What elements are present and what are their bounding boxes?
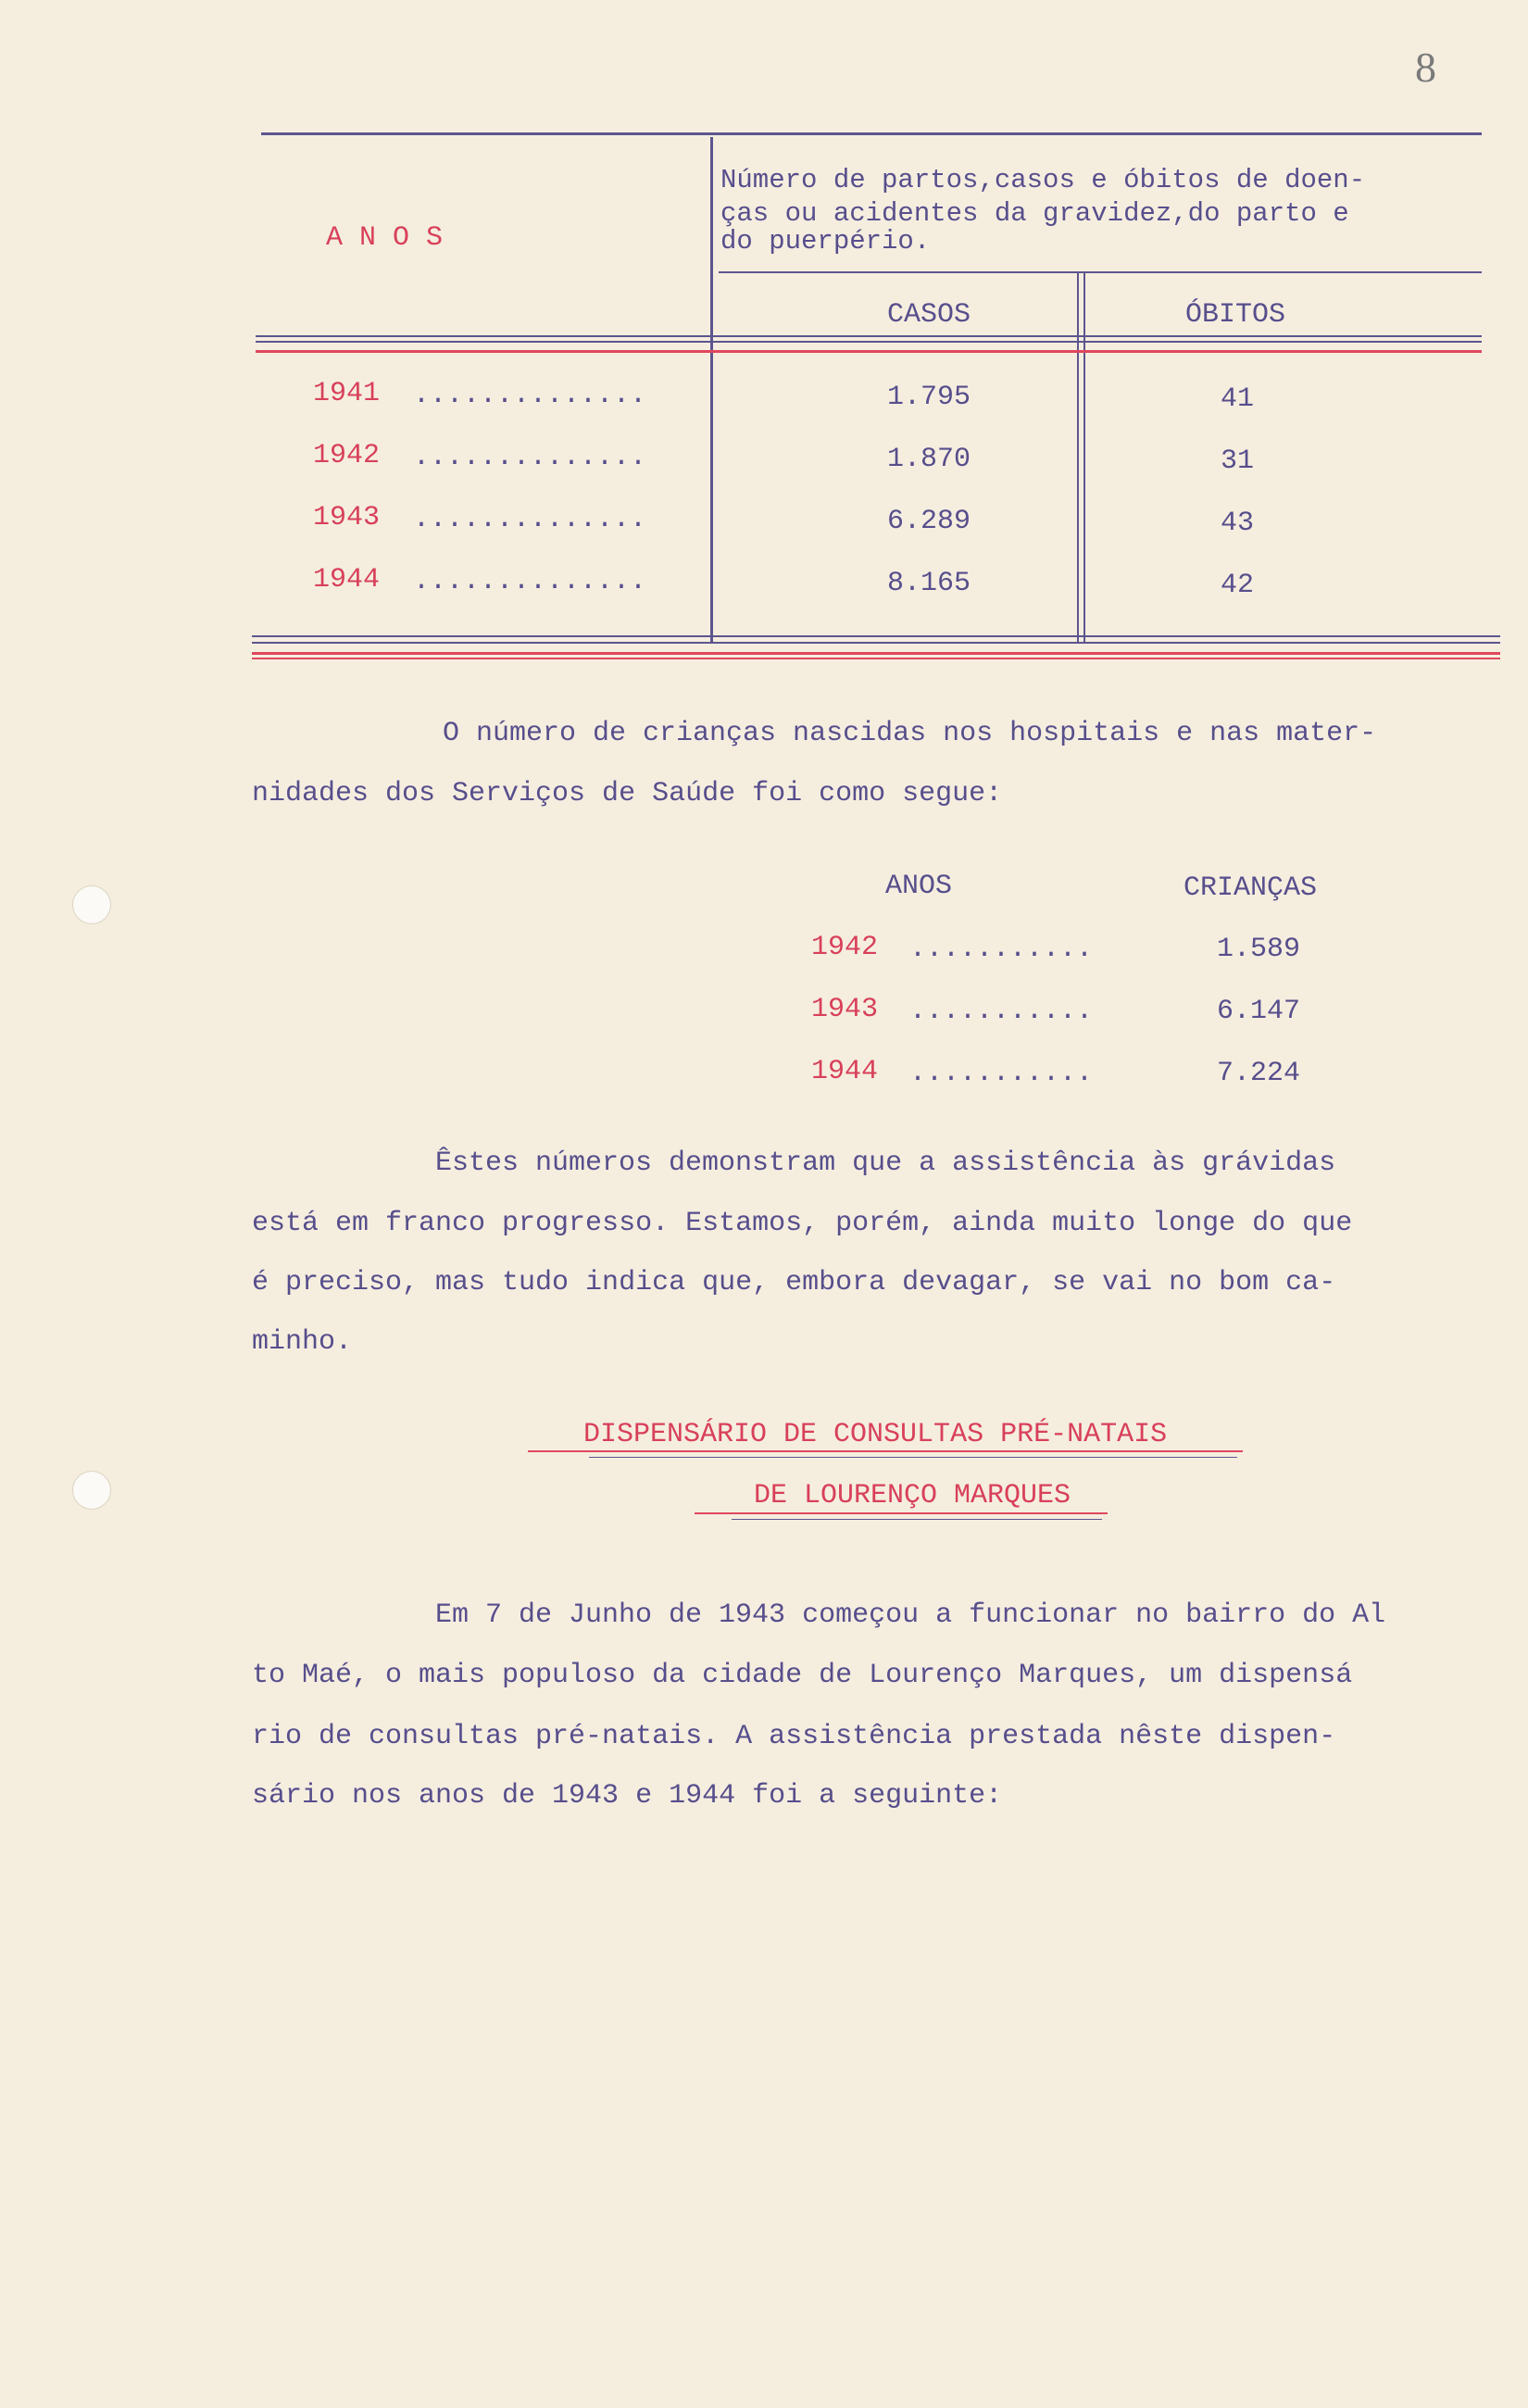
subheader-rule <box>719 271 1482 273</box>
heading-underline-blue-1 <box>589 1457 1237 1458</box>
row-leader-dots: .............. <box>413 380 647 411</box>
paragraph-line: está em franco progresso. Estamos, porém, ainda muito longe do que <box>252 1208 1353 1239</box>
paragraph-line: rio de consultas pré-natais. A assistência prestada nêste dispen- <box>252 1721 1336 1752</box>
col-header-cases: CASOS <box>887 299 971 331</box>
row-deaths: 41 <box>1221 383 1255 415</box>
table-top-rule <box>261 132 1482 135</box>
table-divider-cases-a <box>1077 272 1079 642</box>
paragraph-line: O número de crianças nascidas nos hospitais e nas mater- <box>443 718 1377 749</box>
header-rule-blue-2 <box>256 341 1482 343</box>
table-divider-years <box>710 137 713 642</box>
row-cases: 1.870 <box>887 444 971 475</box>
col-header-years: ANOS <box>885 871 953 902</box>
row-leader-dots: .............. <box>413 566 647 597</box>
row-deaths: 31 <box>1221 445 1255 477</box>
paragraph-line: nidades dos Serviços de Saúde foi como segue: <box>252 778 1003 809</box>
table-divider-cases-b <box>1083 272 1085 642</box>
row-leader-dots: ........... <box>909 996 1094 1027</box>
row-cases: 8.165 <box>887 568 971 599</box>
header-rule-blue-1 <box>256 335 1482 337</box>
col-header-years: A N O S <box>326 222 444 254</box>
paragraph-line: Êstes números demonstram que a assistência às grávidas <box>435 1148 1336 1179</box>
paragraph-line: minho. <box>252 1326 353 1358</box>
row-leader-dots: ........... <box>909 934 1094 965</box>
row-year: 1942 <box>313 440 381 471</box>
col-header-deaths: ÓBITOS <box>1185 299 1286 331</box>
paragraph-line: é preciso, mas tudo indica que, embora devagar, se vai no bom ca- <box>252 1267 1336 1298</box>
col-header-line-3: do puerpério. <box>720 226 931 257</box>
row-leader-dots: .............. <box>413 504 647 535</box>
punch-hole-upper <box>72 885 111 924</box>
row-children: 1.589 <box>1217 934 1301 965</box>
row-year: 1942 <box>811 932 879 963</box>
row-year: 1943 <box>811 994 879 1025</box>
footer-rule-red-2 <box>252 658 1500 659</box>
footer-rule-blue-1 <box>252 635 1500 637</box>
heading-underline-red-1 <box>528 1450 1243 1452</box>
punch-hole-lower <box>72 1471 111 1510</box>
row-year: 1944 <box>811 1056 879 1087</box>
paragraph-line: Em 7 de Junho de 1943 começou a funcionar no bairro do Al <box>435 1599 1386 1631</box>
row-deaths: 43 <box>1221 508 1255 539</box>
row-cases: 1.795 <box>887 382 971 413</box>
footer-rule-red-1 <box>252 652 1500 655</box>
heading-underline-blue-2 <box>732 1519 1102 1520</box>
row-year: 1944 <box>313 564 381 596</box>
row-leader-dots: .............. <box>413 442 647 473</box>
page-number: 8 <box>1415 44 1436 91</box>
paragraph-line: sário nos anos de 1943 e 1944 foi a seguinte: <box>252 1780 1003 1812</box>
col-header-line-2: ças ou acidentes da gravidez,do parto e <box>720 198 1349 229</box>
row-children: 7.224 <box>1217 1058 1301 1089</box>
row-cases: 6.289 <box>887 506 971 537</box>
heading-line-2: DE LOURENÇO MARQUES <box>754 1480 1071 1511</box>
col-header-children: CRIANÇAS <box>1184 872 1318 904</box>
heading-underline-red-2 <box>695 1512 1108 1514</box>
row-children: 6.147 <box>1217 996 1301 1027</box>
col-header-line-1: Número de partos,casos e óbitos de doen- <box>720 165 1366 195</box>
row-deaths: 42 <box>1221 570 1255 601</box>
paragraph-line: to Maé, o mais populoso da cidade de Lourenço Marques, um dispensá <box>252 1660 1353 1691</box>
row-year: 1943 <box>313 502 381 533</box>
header-rule-red <box>256 350 1482 353</box>
row-year: 1941 <box>313 378 381 409</box>
heading-line-1: DISPENSÁRIO DE CONSULTAS PRÉ-NATAIS <box>583 1419 1168 1450</box>
row-leader-dots: ........... <box>909 1058 1094 1089</box>
footer-rule-blue-2 <box>252 642 1500 644</box>
